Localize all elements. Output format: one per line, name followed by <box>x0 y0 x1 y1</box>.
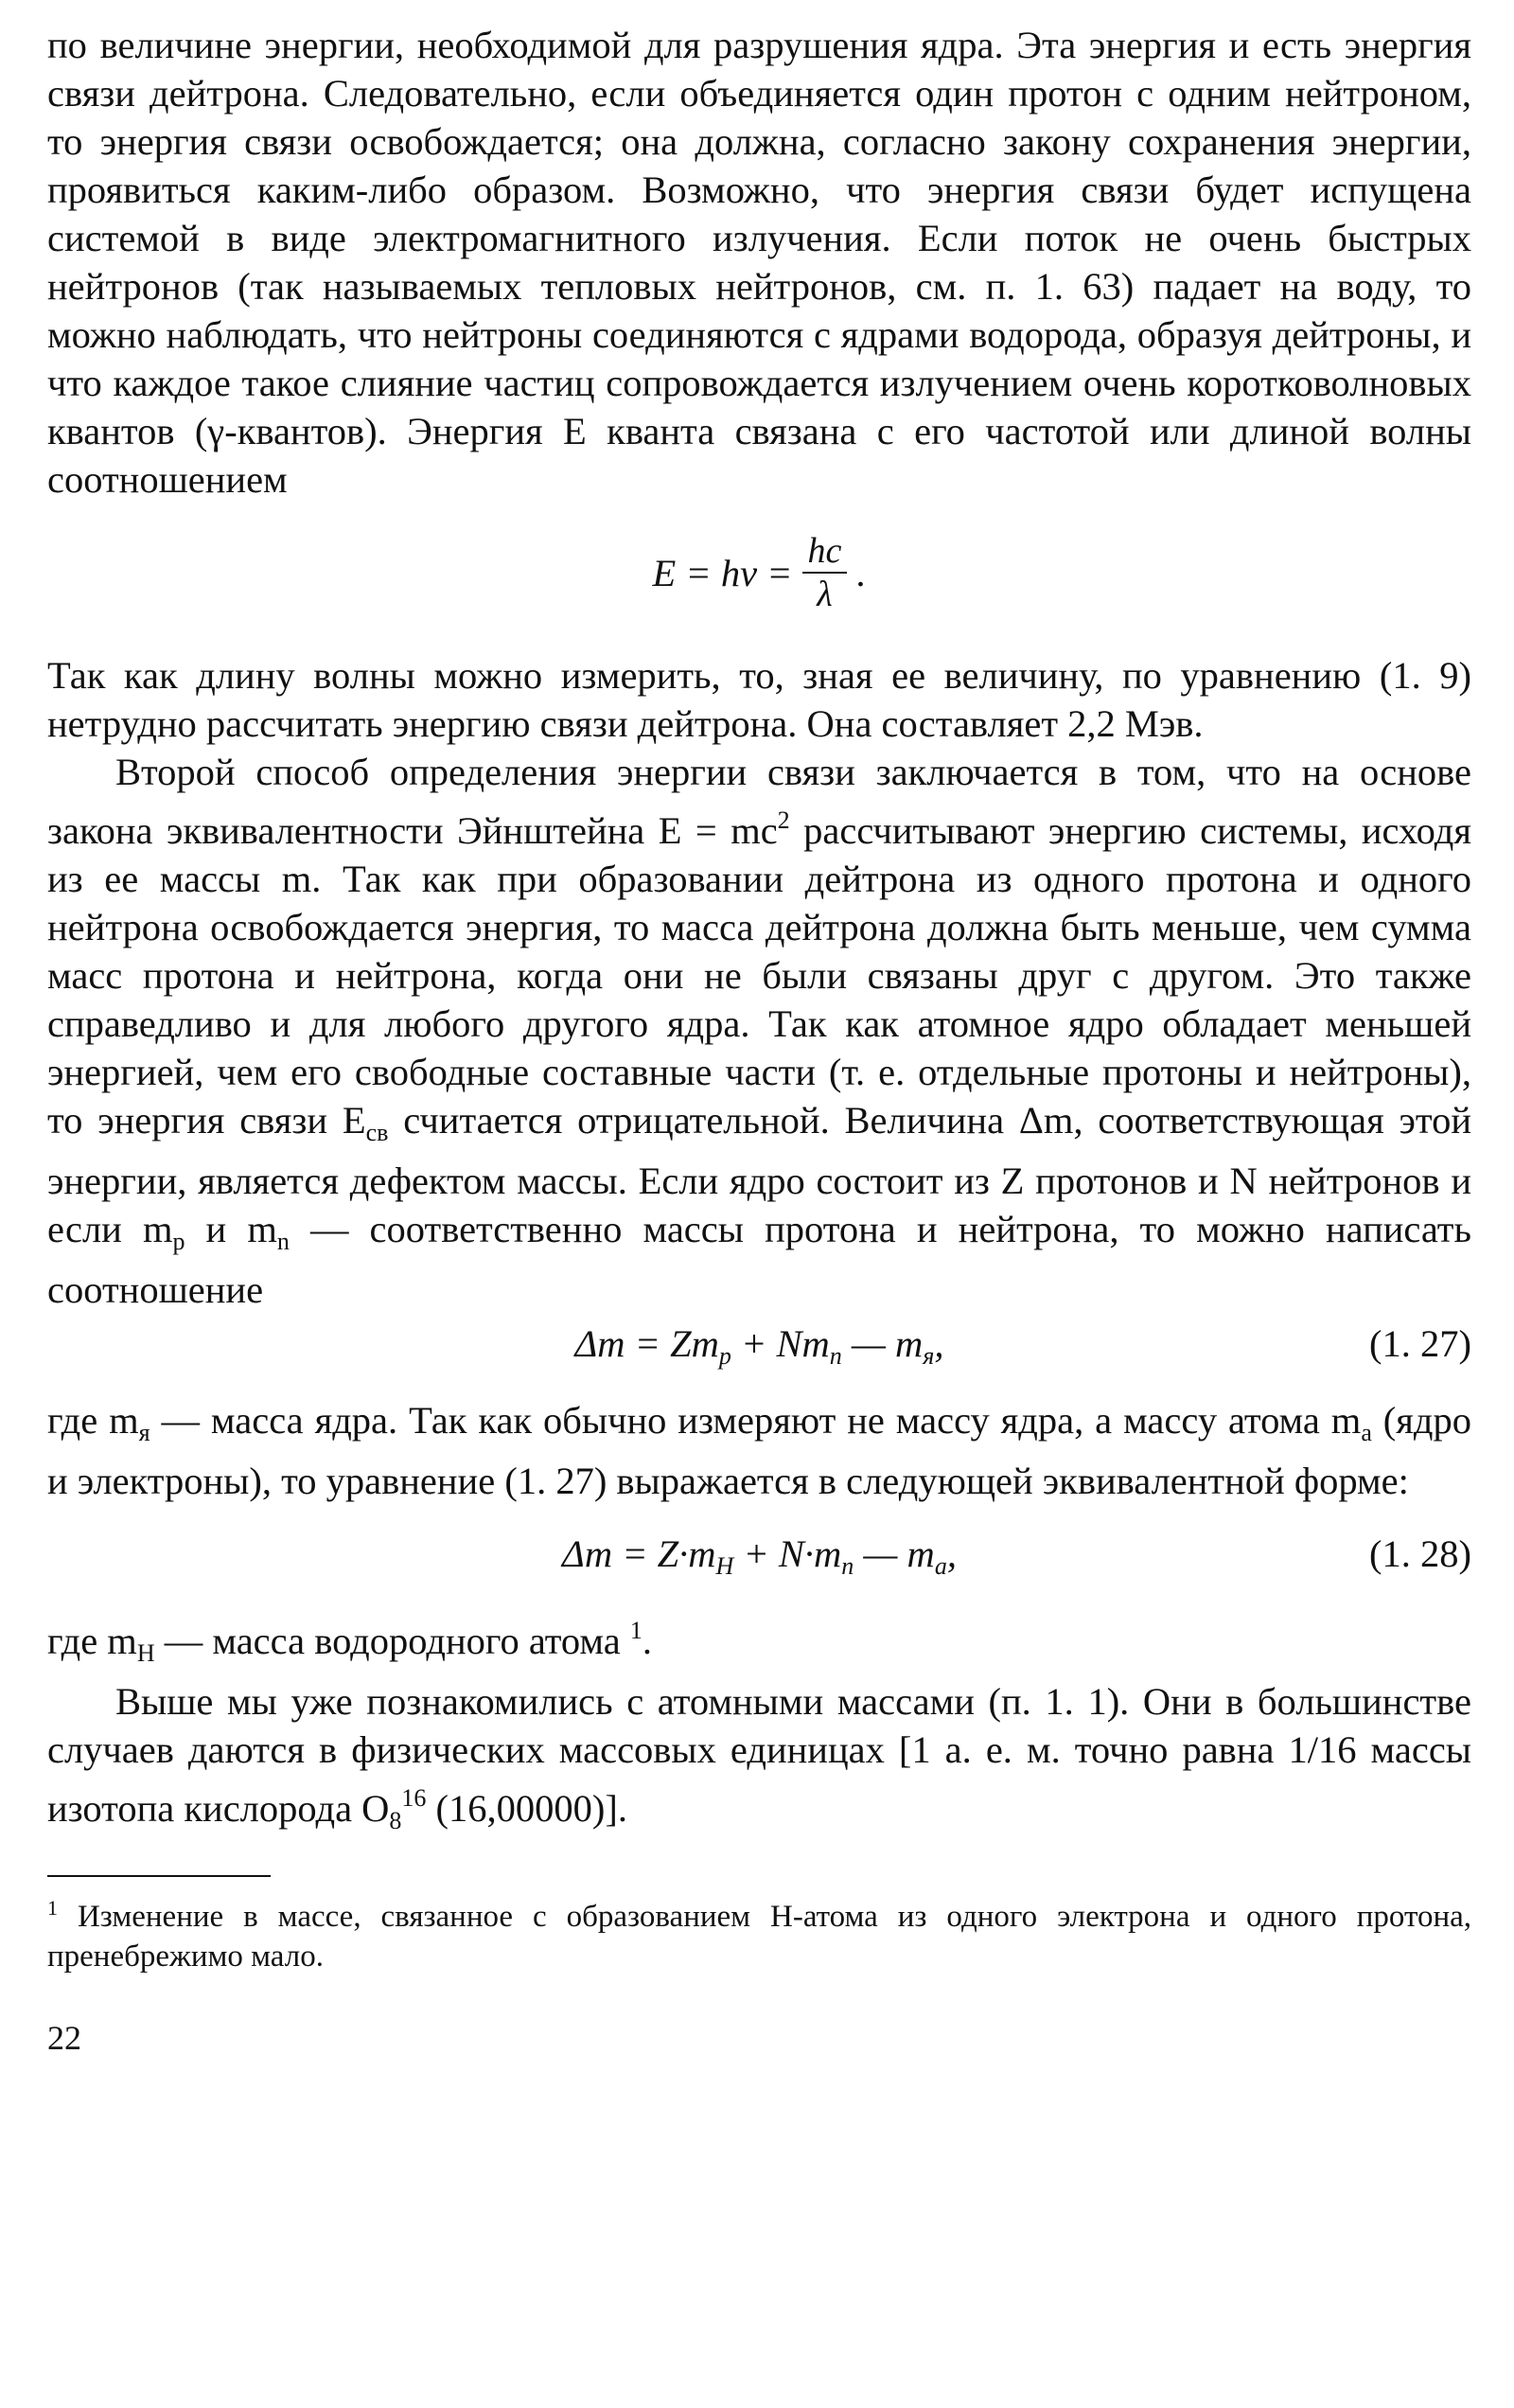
subscript-H: H <box>136 1639 155 1667</box>
paragraph-5 <box>47 1606 1471 1677</box>
page-number: 22 <box>47 2019 81 2057</box>
subscript-ya: я <box>138 1419 150 1446</box>
footnote-reference[interactable]: 1 <box>629 1617 643 1644</box>
paragraph-5-text-c: . <box>642 1620 652 1662</box>
paragraph-1-text: по величине энергии, необходимой для разрушения ядра. Эта энергия и есть энергия связи дейтрона. Следовательно, если объединяется один протон с одним нейтроном, то энергия связи освобождается; она должна, согласно закону сохранения энергии, проявиться каким-либо образом. Возможно, что энергия связи будет испущена системой в виде электромагнитного излучения. Если поток не очень быстрых нейтронов (так называемых тепловых нейтронов, см. п. 1. 63) падает на воду, то можно наблюдать, что нейтроны соединяются с ядрами водорода, образуя дейтроны, и что каждое такое слияние частиц сопровождается излучением очень коротковолновых квантов (γ-квантов). Энергия E кванта связана с его частотой или длиной волны соотношением <box>47 24 1471 501</box>
subscript-n: n <box>276 1228 290 1255</box>
paragraph-4-text-a: где m <box>47 1399 139 1442</box>
paragraph-5-text-b: — масса водородного атома <box>154 1620 630 1662</box>
superscript-2: 2 <box>777 806 790 834</box>
formula-1-27-expr: $\Delta m = Zm_p + Nm_n$ — $m_я$, <box>574 1322 944 1370</box>
footnote-divider <box>47 1875 271 1877</box>
formula-1-28-expr: $\Delta m = Z\cdot m_H + N\cdot m_n$ — $m_a$, <box>562 1532 957 1580</box>
paragraph-6-text-b: (16,00000)]. <box>426 1787 628 1830</box>
formula-energy-quantum <box>47 521 1471 625</box>
paragraph-3-text-b: рассчитывают энергию системы, исходя из ее массы m. Так как при образовании дейтрона из одного протона и одного нейтрона освобождается энергия, то масса дейтрона должна быть меньше, чем сумма масс протона и нейтрона, когда они не были связаны друг с другом. Это также справедливо и для любого другого ядра. Так как атомное ядро обладает меньшей энергией, чем его свободные составные части (т. е. отдельные протоны и нейтроны), то энергия связи E <box>47 809 1471 1142</box>
formula-1-numerator: hc <box>802 530 848 574</box>
paragraph-2 <box>47 651 1471 748</box>
superscript-16: 16 <box>401 1784 427 1812</box>
formula-1-denominator: λ <box>817 575 833 614</box>
formula-1-fraction <box>802 530 848 615</box>
paragraph-3 <box>47 748 1471 1314</box>
paragraph-6-text-a: Выше мы уже познакомились с атомными массами (п. 1. 1). Они в большинстве случаев даются в физических массовых единицах [1 а. е. м. точно равна 1/16 массы изотопа кислорода O <box>47 1680 1471 1830</box>
formula-1-27 <box>47 1319 1471 1368</box>
equation-number-1-27: (1. 27) <box>1369 1322 1471 1365</box>
paragraph-6 <box>47 1677 1471 1845</box>
subscript-8: 8 <box>389 1807 402 1834</box>
page <box>47 21 1471 2063</box>
subscript-p: p <box>172 1228 185 1255</box>
footnote <box>47 1888 1471 1976</box>
subscript-a: а <box>1361 1419 1372 1446</box>
footnote-text: Изменение в массе, связанное с образованием H-атома из одного электрона и одного протона, пренебрежимо мало. <box>47 1900 1471 1974</box>
equation-number-1-28: (1. 28) <box>1369 1532 1471 1575</box>
paragraph-4-text-b: — масса ядра. Так как обычно измеряют не массу ядра, а массу атома m <box>150 1399 1362 1442</box>
paragraph-5-text-a: где m <box>47 1620 137 1662</box>
paragraph-3-text-a: Второй способ определения энергии связи заключается в том, что на основе закона эквивалентности Эйнштейна E = mc <box>47 751 1471 852</box>
paragraph-2-text: Так как длину волны можно измерить, то, зная ее величину, по уравнению (1. 9) нетрудно рассчитать энергию связи дейтрона. Она составляет 2,2 Мэв. <box>47 654 1471 745</box>
paragraph-3-text-e: — соответственно массы протона и нейтрона, то можно написать соотношение <box>47 1208 1471 1311</box>
paragraph-4-text-c: (ядро и электроны), то уравнение (1. 27) выражается в следующей эквивалентной форме: <box>47 1399 1471 1502</box>
paragraph-1 <box>47 21 1471 504</box>
paragraph-4 <box>47 1396 1471 1505</box>
formula-1-left: E = hν = <box>652 551 793 594</box>
subscript-sv: св <box>365 1119 389 1146</box>
formula-1-28 <box>47 1530 1471 1578</box>
formula-1-tail: . <box>856 551 867 594</box>
paragraph-3-text-c: считается отрицательной. Величина Δm, соответствующая этой энергии, является дефектом массы. Если ядро состоит из Z протонов и N нейтронов и если m <box>47 1099 1471 1250</box>
footnote-mark: 1 <box>47 1896 58 1920</box>
paragraph-3-text-d: и m <box>185 1208 277 1250</box>
